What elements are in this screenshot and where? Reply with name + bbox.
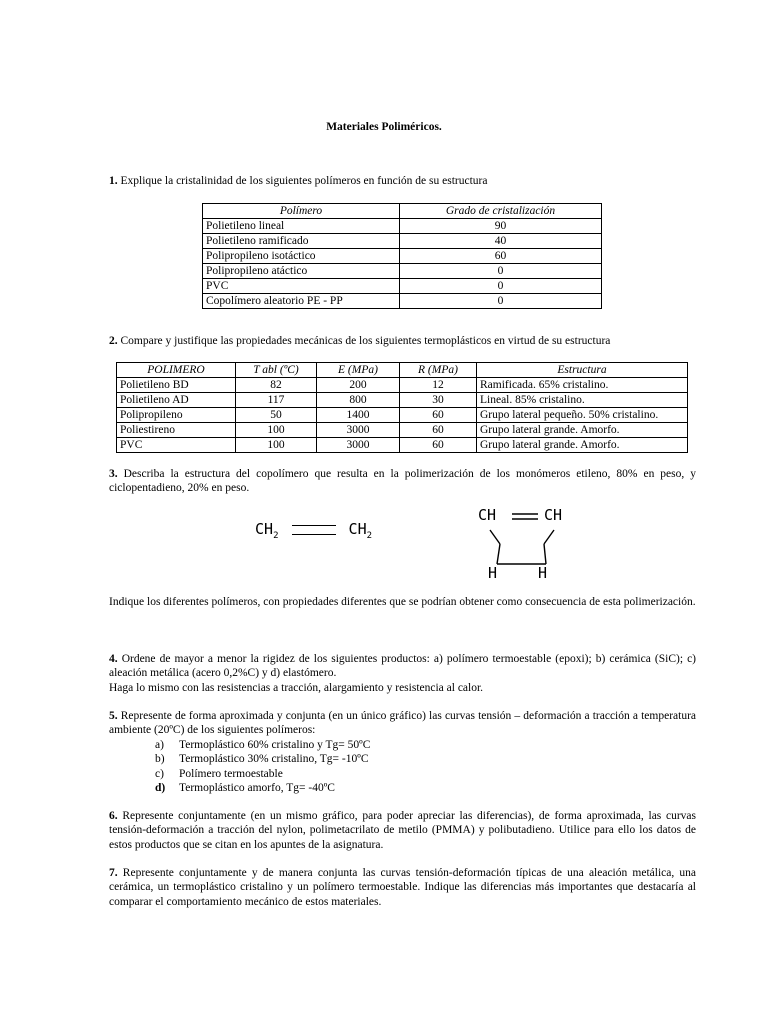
subscript: 2 [273,531,279,541]
table-cell: 0 [400,264,602,279]
list-text: Termoplástico amorfo, Tg= -40ºC [179,782,335,795]
table-cell: 60 [400,423,477,438]
question-3-followup [109,595,696,609]
carbon-group-label: CH [478,506,497,524]
table-cell: Copolímero aleatorio PE - PP [203,294,400,309]
table-cell: Lineal. 85% cristalino. [477,393,688,408]
list-text: Termoplástico 60% cristalino y Tg= 50ºC [179,739,371,751]
question-number: 4. [109,653,118,665]
table-header: POLIMERO [117,363,236,378]
question-text: Indique los diferentes polímeros, con propiedades diferentes que se podrían obtener como consecuencia de esta polimerización. [109,596,696,608]
table-header: R (MPa) [400,363,477,378]
table-cell: Grupo lateral grande. Amorfo. [477,423,688,438]
table-cell: 3000 [317,423,400,438]
table-cell: 12 [400,378,477,393]
table-cell: 90 [400,219,602,234]
question-number: 6. [109,810,118,822]
hydrogen-label: H [538,564,548,582]
table-cell: PVC [117,438,236,453]
question-number: 2. [109,335,118,347]
table-cell: 0 [400,279,602,294]
question-6 [109,809,696,852]
table-row [203,294,602,309]
table-cell: 117 [236,393,317,408]
carbon-group-label: CH [348,520,367,538]
table-row [203,234,602,249]
question-1 [109,174,696,188]
table-cell: 60 [400,408,477,423]
carbon-group-label: CH [544,506,563,524]
question-text: Represente conjuntamente (en un mismo gráfico, para poder apreciar las diferencias), de forma aproximada, las curvas tensión-deformación a tracción del nylon, polimetacrilato de metilo (PMMA) y polibutadieno. Utilice para ello los datos de estos productos que se citan en los apuntes de la asignatura. [109,810,696,851]
question-7 [109,866,696,909]
question-text: Haga lo mismo con las resistencias a tracción, alargamiento y resistencia al calor. [109,681,484,694]
list-letter: c) [155,767,164,780]
list-letter: d) [155,782,166,795]
table-row [203,264,602,279]
polymer-list [155,738,370,796]
question-number: 1. [109,175,118,187]
table-cell: Polietileno lineal [203,219,400,234]
table-header: T abl (ºC) [236,363,317,378]
question-4 [109,652,696,695]
ring-bonds [478,508,578,584]
crystallinity-table [202,203,602,309]
carbon-group-label: CH [255,520,274,538]
list-text: Polímero termoestable [179,767,283,780]
question-text: Describa la estructura del copolímero que resulta en la polimerización de los monómeros etileno, 80% en peso, y ciclopentadieno, 20% en peso. [109,468,696,495]
list-item [155,781,370,795]
cyclopentadiene-structure [478,508,578,584]
table-cell: Poliestireno [117,423,236,438]
table-cell: 82 [236,378,317,393]
question-3 [109,467,696,496]
hydrogen-label: H [488,564,498,582]
table-cell: Polietileno ramificado [203,234,400,249]
ethylene-structure [255,522,372,539]
subscript: 2 [366,531,373,541]
table-row [203,249,602,264]
table-cell: Ramificada. 65% cristalino. [477,378,688,393]
table-row [203,279,602,294]
question-text: Explique la cristalinidad de los siguientes polímeros en función de su estructura [120,175,488,187]
question-text: Ordene de mayor a menor la rigidez de los siguientes productos: a) polímero termoestable (epoxi); b) cerámica (SiC); c) aleación metálica (acero 0,2%C) y d) elastómero. [109,653,696,680]
table-cell: 50 [236,408,317,423]
table-cell: Polipropileno [117,408,236,423]
question-number: 5. [109,710,118,722]
list-letter: b) [155,753,165,766]
table-row [117,438,688,453]
table-cell: 1400 [317,408,400,423]
question-5 [109,709,696,738]
list-item [155,752,370,766]
table-cell: Polipropileno atáctico [203,264,400,279]
table-cell: Polipropileno isotáctico [203,249,400,264]
table-cell: PVC [203,279,400,294]
table-cell: 60 [400,249,602,264]
table-row [117,423,688,438]
table-cell: 200 [317,378,400,393]
table-row [117,378,688,393]
table-header: Estructura [477,363,688,378]
table-header-row [117,363,688,378]
table-cell: 0 [400,294,602,309]
question-2 [109,334,696,348]
table-header: Grado de cristalización [400,204,602,219]
table-row [117,393,688,408]
table-cell: 800 [317,393,400,408]
list-letter: a) [155,739,164,751]
question-text: Compare y justifique las propiedades mecánicas de los siguientes termoplásticos en virtud de su estructura [120,335,611,347]
table-cell: Polietileno BD [117,378,236,393]
table-cell: 100 [236,423,317,438]
table-cell: Grupo lateral grande. Amorfo. [477,438,688,453]
table-header: Polímero [203,204,400,219]
table-cell: Polietileno AD [117,393,236,408]
table-cell: 30 [400,393,477,408]
list-text: Termoplástico 30% cristalino, Tg= -10ºC [179,753,369,766]
table-cell: Grupo lateral pequeño. 50% cristalino. [477,408,688,423]
page-title: Materiales Poliméricos. [326,121,442,133]
list-item [155,767,370,781]
table-row [117,408,688,423]
list-item [155,738,370,752]
question-number: 7. [109,867,118,879]
table-cell: 40 [400,234,602,249]
double-bond [292,525,336,535]
table-header-row [203,204,602,219]
question-number: 3. [109,468,118,480]
thermoplastics-table [116,362,688,453]
table-row [203,219,602,234]
table-cell: 3000 [317,438,400,453]
table-cell: 60 [400,438,477,453]
question-text: Represente conjuntamente y de manera conjunta las curvas tensión-deformación típicas de una aleación metálica, una cerámica, un termoplástico cristalino y un polímero termoestable. Indique las diferencias más importantes que destacaría al comparar el comportamiento mecánico de estos materiales. [109,867,696,908]
question-text: Represente de forma aproximada y conjunta (en un único gráfico) las curvas tensión – deformación a tracción a temperatura ambiente (20ºC) de los siguientes polímeros: [109,710,697,737]
table-cell: 100 [236,438,317,453]
table-header: E (MPa) [317,363,400,378]
